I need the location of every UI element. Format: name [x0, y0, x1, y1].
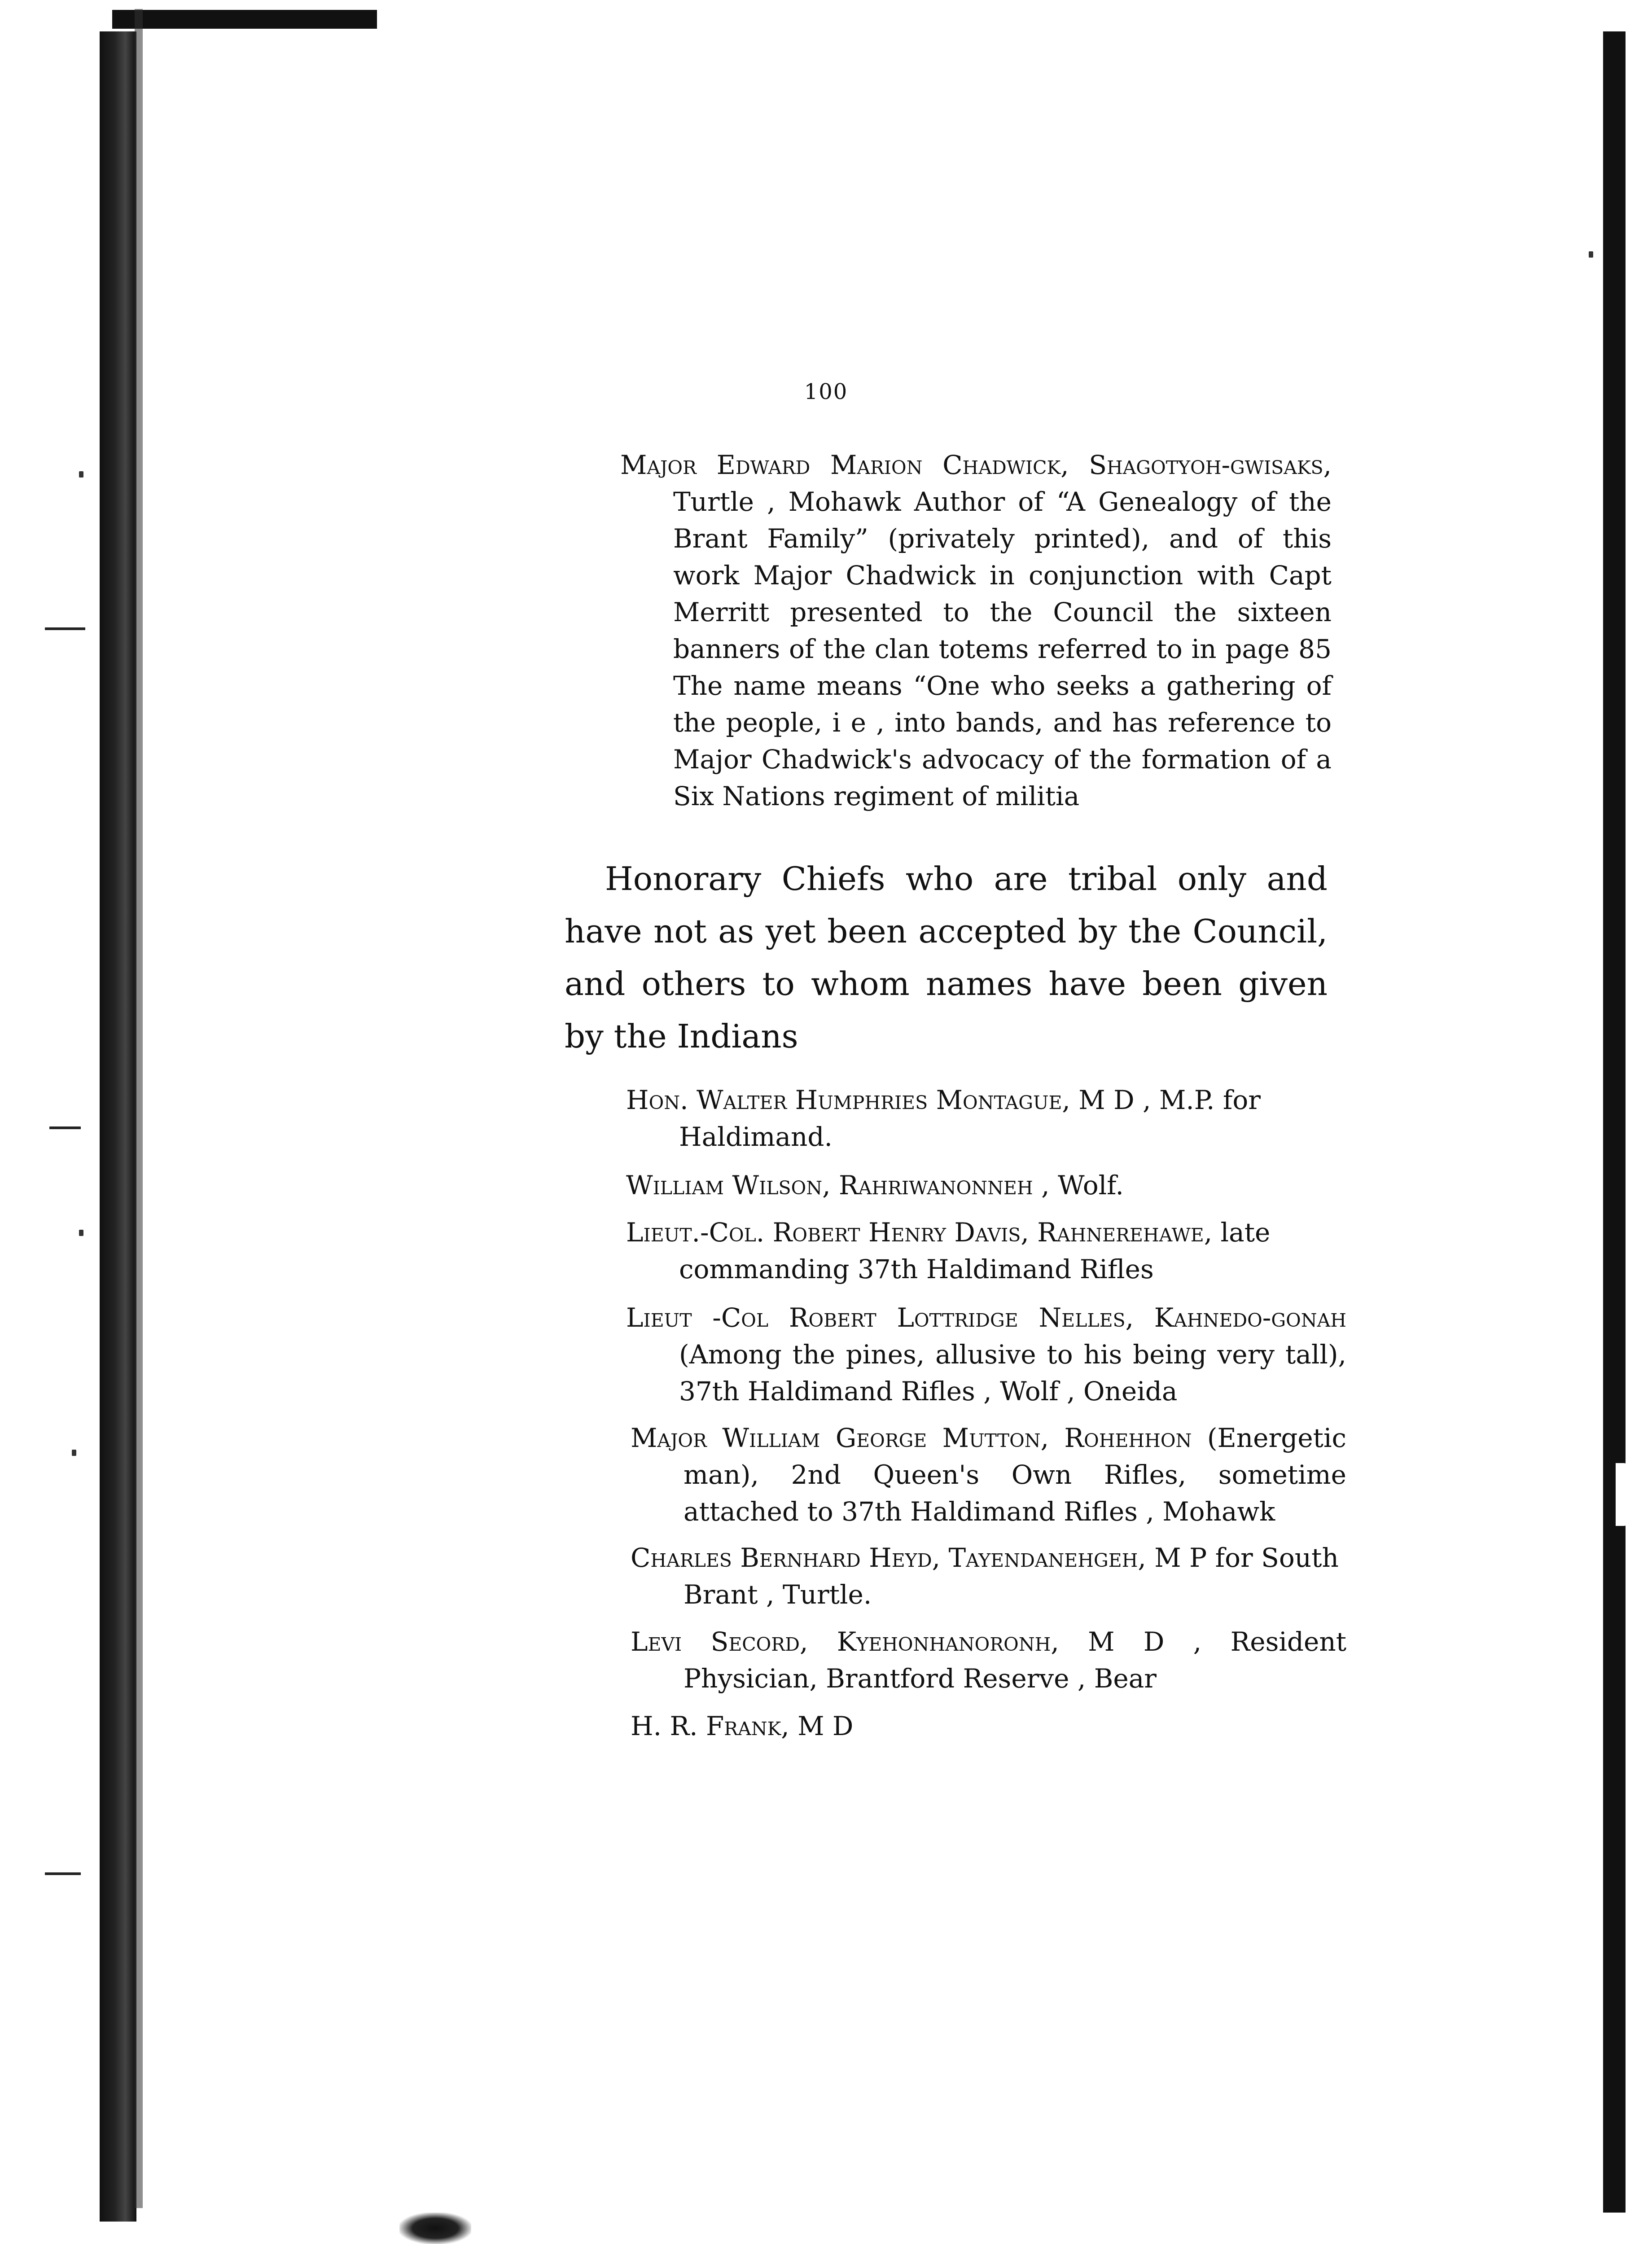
scan-speck: [1589, 251, 1593, 258]
entry-text: , Turtle , Mohawk Author of “A Genealogy of the Brant Family” (privately printed), and of this work Major Chadwick in conjunction with Capt Merritt presented to the Council the sixteen banners of the clan totems referred to in page 85 The name means “One who seeks a gathering of the people, i e , into bands, and has reference to Major Chadwick's advocacy of the formation of a Six Nations regiment of militia: [673, 450, 1332, 811]
entry-montague: [626, 1082, 1340, 1155]
entry-name: Hon. Walter Humphries Montague,: [626, 1085, 1070, 1115]
scan-edge-left: [100, 31, 136, 2222]
entry-heyd: [631, 1539, 1346, 1613]
entry-text: M D: [789, 1711, 854, 1741]
section-paragraph: [565, 853, 1328, 1063]
scan-speck: [72, 1450, 76, 1456]
entry-text: (Among the pines, allusive to his being very tall), 37th Haldimand Rifles , Wolf , Oneida: [679, 1339, 1346, 1407]
entry-frank: [631, 1708, 1346, 1744]
scan-tick: [45, 627, 85, 630]
scan-speck: [79, 471, 83, 478]
scan-edge-left-shadow: [135, 9, 143, 2208]
entry-secord: [631, 1623, 1346, 1697]
entry-text: , late commanding 37th Haldimand Rifles: [679, 1217, 1271, 1284]
entry-text: M D , Resident Physician, Brantford Reserve , Bear: [684, 1626, 1346, 1694]
scan-speck: [79, 1230, 83, 1236]
entry-name: Charles Bernhard Heyd, Tayendanehgeh,: [631, 1543, 1146, 1573]
entry-text: (Energetic man), 2nd Queen's Own Rifles, sometime attached to 37th Haldimand Rifles , Mohawk: [684, 1423, 1347, 1527]
entry-text: M P for South Brant , Turtle.: [684, 1543, 1339, 1610]
entry-name: Major Edward Marion Chadwick, Shagotyoh-gwisaks: [620, 450, 1323, 480]
entry-name: Lieut -Col Robert Lottridge Nelles, Kahnedo-gonah: [626, 1302, 1346, 1333]
entry-name: Levi Secord, Kyehonhanoronh,: [631, 1626, 1059, 1657]
entry-mutton: [631, 1420, 1346, 1530]
scan-tick: [45, 1872, 81, 1875]
scan-edge-right-notch: [1616, 1463, 1629, 1526]
scan-smudge-bottom: [399, 2213, 471, 2244]
scan-edge-top: [112, 10, 377, 29]
scan-tick: [49, 1126, 81, 1129]
entry-text: , Wolf.: [1033, 1170, 1124, 1201]
entry-davis: [626, 1214, 1346, 1288]
entry-name: H. R. Frank,: [631, 1711, 789, 1741]
entry-wilson: [626, 1167, 1340, 1204]
page-number: 100: [804, 379, 848, 404]
scan-edge-right: [1603, 31, 1626, 2213]
entry-nelles: [626, 1299, 1346, 1410]
entry-name: Lieut.-Col. Robert Henry Davis, Rahnerehawe: [626, 1217, 1204, 1248]
section-paragraph-text: Honorary Chiefs who are tribal only and have not as yet been accepted by the Council, and others to whom names have been given by the Indians: [565, 860, 1328, 1055]
entry-name: Major William George Mutton, Rohehhon: [631, 1423, 1192, 1453]
entry-text: M D , M.P. for Haldimand.: [679, 1085, 1261, 1152]
entry-name: William Wilson, Rahriwanonneh: [626, 1170, 1033, 1201]
entry-chadwick: [620, 447, 1332, 815]
